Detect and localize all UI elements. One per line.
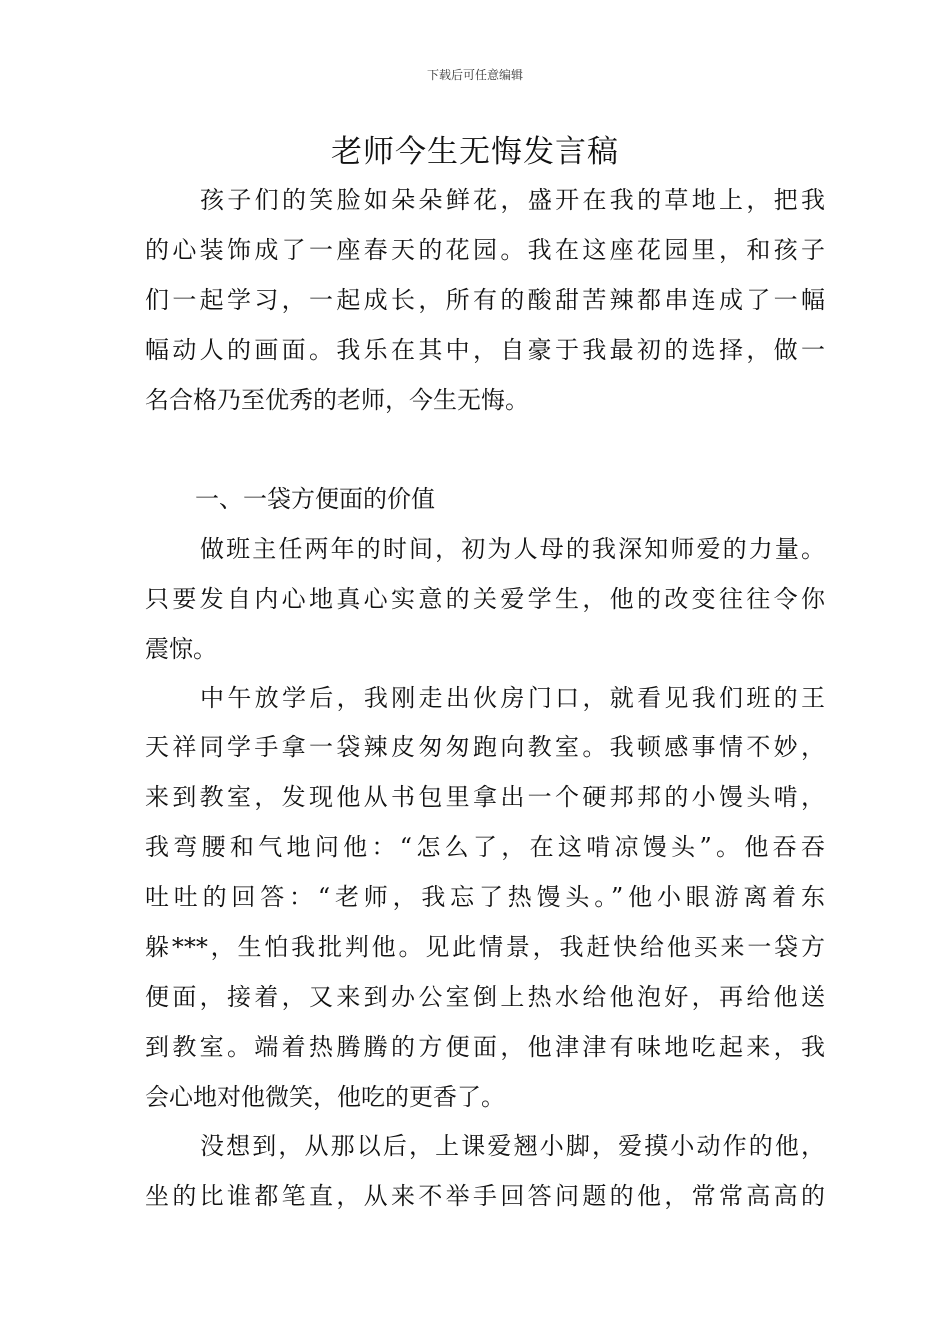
- paragraph-line: 会心地对他微笑，他吃的更香了。: [145, 1083, 505, 1111]
- paragraph-line: 们一起学习，一起成长，所有的酸甜苦辣都串连成了一幅: [145, 286, 825, 314]
- paragraph-line: 没想到，从那以后，上课爱翘小脚，爱摸小动作的他，: [200, 1132, 825, 1160]
- page-header-note: 下载后可任意编辑: [426, 68, 523, 82]
- paragraph-line: 幅动人的画面。我乐在其中，自豪于我最初的选择，做一: [145, 336, 825, 364]
- paragraph-line: 天祥同学手拿一袋辣皮匆匆跑向教室。我顿感事情不妙，: [145, 733, 825, 761]
- paragraph-line: 来到教室，发现他从书包里拿出一个硬邦邦的小馒头啃，: [145, 783, 825, 811]
- paragraph-line: 只要发自内心地真心实意的关爱学生，他的改变往往令你: [145, 585, 825, 613]
- paragraph-line: 到教室。端着热腾腾的方便面，他津津有味地吃起来，我: [145, 1033, 825, 1061]
- paragraph-line: 我弯腰和气地问他：“怎么了，在这啃凉馒头”。他吞吞: [145, 833, 825, 861]
- document-title: 老师今生无悔发言稿: [331, 134, 619, 170]
- paragraph-line: 躲***，生怕我批判他。见此情景，我赶快给他买来一袋方: [145, 933, 825, 961]
- paragraph-line: 震惊。: [145, 635, 217, 663]
- paragraph-line: 做班主任两年的时间，初为人母的我深知师爱的力量。: [200, 535, 825, 563]
- paragraph-line: 便面，接着，又来到办公室倒上热水给他泡好，再给他送: [145, 983, 825, 1011]
- paragraph-line: 吐吐的回答：“老师，我忘了热馒头。”他小眼游离着东: [145, 883, 825, 911]
- paragraph-line: 中午放学后，我刚走出伙房门口，就看见我们班的王: [200, 684, 825, 712]
- paragraph-line: 坐的比谁都笔直，从来不举手回答问题的他，常常高高的: [145, 1182, 825, 1210]
- paragraph-line: 的心装饰成了一座春天的花园。我在这座花园里，和孩子: [145, 236, 825, 264]
- section-heading: 一、一袋方便面的价值: [195, 485, 435, 513]
- paragraph-line: 孩子们的笑脸如朵朵鲜花，盛开在我的草地上，把我: [200, 186, 825, 214]
- paragraph-line: 名合格乃至优秀的老师，今生无悔。: [145, 386, 529, 414]
